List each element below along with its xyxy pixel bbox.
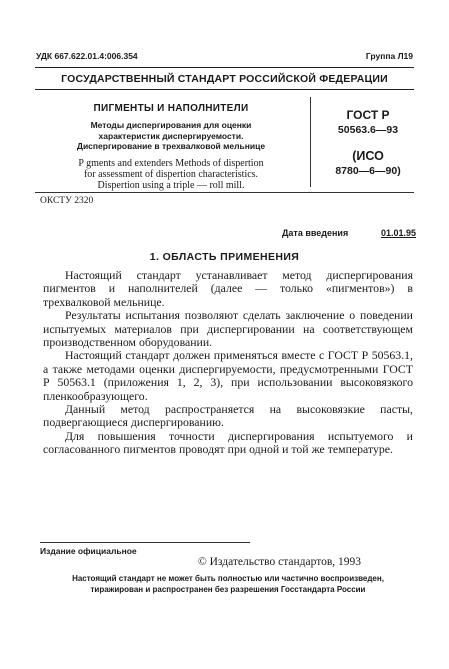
main-title: ПИГМЕНТЫ И НАПОЛНИТЕЛИ [93, 103, 249, 114]
header-bottom-rule [35, 89, 414, 90]
okstu-code: ОКСТУ 2320 [40, 196, 94, 206]
russian-subtitle-line: Диспергирование в трехвалковой мельнице [76, 141, 266, 151]
iso-number: 8780—6—90) [335, 165, 401, 177]
iso-code: (ИСО [352, 149, 384, 163]
gost-code: ГОСТ Р [346, 108, 390, 122]
english-subtitle-line: Dispertion using a triple — roll mill. [97, 179, 245, 191]
title-block-bottom-rule [35, 192, 414, 193]
title-block-divider [310, 97, 311, 187]
body-paragraph: Результаты испытания позволяют сделать заключение о поведении испытуемых материалов при диспергировании на соответствующем производственном оборудовании. [43, 308, 413, 350]
section-title: 1. ОБЛАСТЬ ПРИМЕНЕНИЯ [149, 251, 300, 263]
group-code: Группа Л19 [365, 51, 413, 61]
english-subtitle [40, 158, 302, 191]
russian-subtitle-line: характеристик диспергируемости. [98, 130, 244, 141]
title-block-right [318, 108, 418, 178]
header-top-rule [35, 67, 414, 68]
section-body [43, 269, 413, 457]
legal-notice-line: тиражирован и распространен без разрешения Госстандарта России [90, 584, 366, 594]
body-paragraph: Настоящий стандарт устанавливает метод диспергирования пигментов и наполнителей (далее — только «пигментов») в трехвалковой мельнице. [43, 268, 413, 309]
official-edition-label: Издание официальное [40, 546, 137, 556]
body-paragraph: Для повышения точности диспергирования испытуемого и согласованного пигментов проводят при одной и той же температуре. [43, 428, 413, 457]
copyright-notice: © Издательство стандартов, 1993 [198, 556, 362, 568]
english-subtitle-line: for assessment of dispertion characteristics. [83, 168, 259, 180]
legal-notice-line: Настоящий стандарт не может быть полностью или частично воспроизведен, [72, 574, 384, 583]
standard-title: ГОСУДАРСТВЕННЫЙ СТАНДАРТ РОССИЙСКОЙ ФЕДЕРАЦИИ [61, 73, 388, 85]
footer-rule [40, 542, 250, 543]
gost-number: 50563.6—93 [337, 124, 399, 136]
title-block-left [40, 103, 302, 191]
russian-subtitle-line: Методы диспергирования для оценки [90, 120, 252, 130]
body-paragraph: Настоящий стандарт должен применяться вместе с ГОСТ Р 50563.1, а также методами оценки диспергируемости, предусмотренными ГОСТ Р 50563.1 (приложения 1, 2, 3), при использовании высоковязкого пленкообразующего. [43, 348, 413, 403]
body-paragraph: Данный метод распространяется на высоковязкие пасты, подвергающиеся диспергированию. [43, 402, 413, 430]
legal-notice [38, 574, 418, 595]
udk-code: УДК 667.622.01.4:006.354 [36, 51, 138, 61]
date-value: 01.01.95 [381, 228, 417, 238]
date-label: Дата введения [282, 228, 349, 238]
english-subtitle-line: P gments and extenders Methods of dispertion [78, 157, 264, 169]
